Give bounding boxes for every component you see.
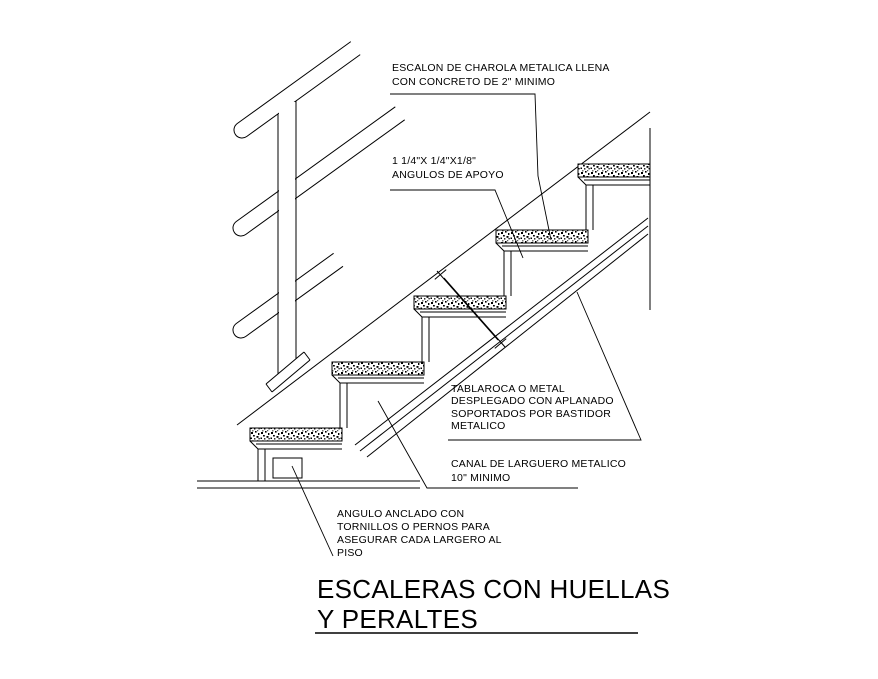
label-canal: [451, 458, 626, 484]
tread-1-pan-outer: [250, 441, 342, 449]
label-tablaroca-line2: DESPLEGADO CON APLANADO: [451, 395, 614, 407]
handrail-post-body: [279, 102, 295, 370]
handrail: [233, 42, 405, 392]
tread-5: [578, 164, 650, 230]
leader-anclaje: [292, 466, 333, 556]
leader-angulos: [390, 190, 523, 258]
label-anclaje-line3: ASEGURAR CADA LARGERO AL: [337, 534, 502, 546]
label-tablaroca-line4: METALICO: [451, 420, 506, 432]
post-foot-bar-endcap-left: [266, 384, 272, 392]
tread-5-concrete-fill: [578, 164, 650, 177]
label-tablaroca-line1: TABLAROCA O METAL: [451, 383, 565, 395]
label-anclaje-line1: ANGULO ANCLADO CON: [337, 508, 465, 520]
tread-4-pan-outer: [496, 243, 588, 251]
drawing-title-line1: ESCALERAS CON HUELLAS: [317, 574, 671, 604]
label-tablaroca-line3: SOPORTADOS POR BASTIDOR: [451, 408, 611, 420]
label-tablaroca: [451, 383, 614, 432]
label-escalon: [392, 62, 610, 88]
handrail-mid-rail: [233, 107, 405, 236]
tread-4-concrete-fill: [496, 230, 588, 243]
label-canal-line1: CANAL DE LARGUERO METALICO: [451, 458, 626, 470]
label-anclaje: [337, 508, 502, 559]
tread-2-pan-outer: [332, 375, 424, 383]
label-angulos: [392, 155, 504, 181]
tread-1-concrete-fill: [250, 428, 342, 441]
leader-escalon: [390, 94, 551, 240]
post-foot-bar-endcap-right: [304, 352, 310, 360]
annotation-labels: [337, 62, 626, 559]
tread-5-pan-outer: [578, 177, 650, 185]
label-anclaje-line4: PISO: [337, 547, 363, 559]
label-angulos-line2: ANGULOS DE APOYO: [392, 169, 504, 181]
drawing-title-line2: Y PERALTES: [317, 604, 478, 634]
tread-2-concrete-fill: [332, 362, 424, 375]
tread-3: [414, 296, 506, 362]
floor-line: [197, 481, 420, 488]
tread-3-pan-outer: [414, 309, 506, 317]
label-escalon-line1: ESCALON DE CHAROLA METALICA LLENA: [392, 62, 610, 74]
anchor-angle-box: [273, 458, 302, 478]
label-angulos-line1: 1 1/4"X 1/4"X1/8": [392, 155, 477, 167]
tread-3-concrete-fill: [414, 296, 506, 309]
tread-2: [332, 362, 424, 428]
tread-4: [496, 230, 588, 296]
stringer-bottom-edge-3: [367, 234, 648, 457]
handrail-top-rail: [234, 42, 360, 138]
label-anclaje-line2: TORNILLOS O PERNOS PARA: [337, 521, 490, 533]
label-escalon-line2: CON CONCRETO DE 2" MINIMO: [392, 76, 556, 88]
label-canal-line2: 10" MINIMO: [451, 472, 511, 484]
drawing-title: [315, 574, 670, 634]
